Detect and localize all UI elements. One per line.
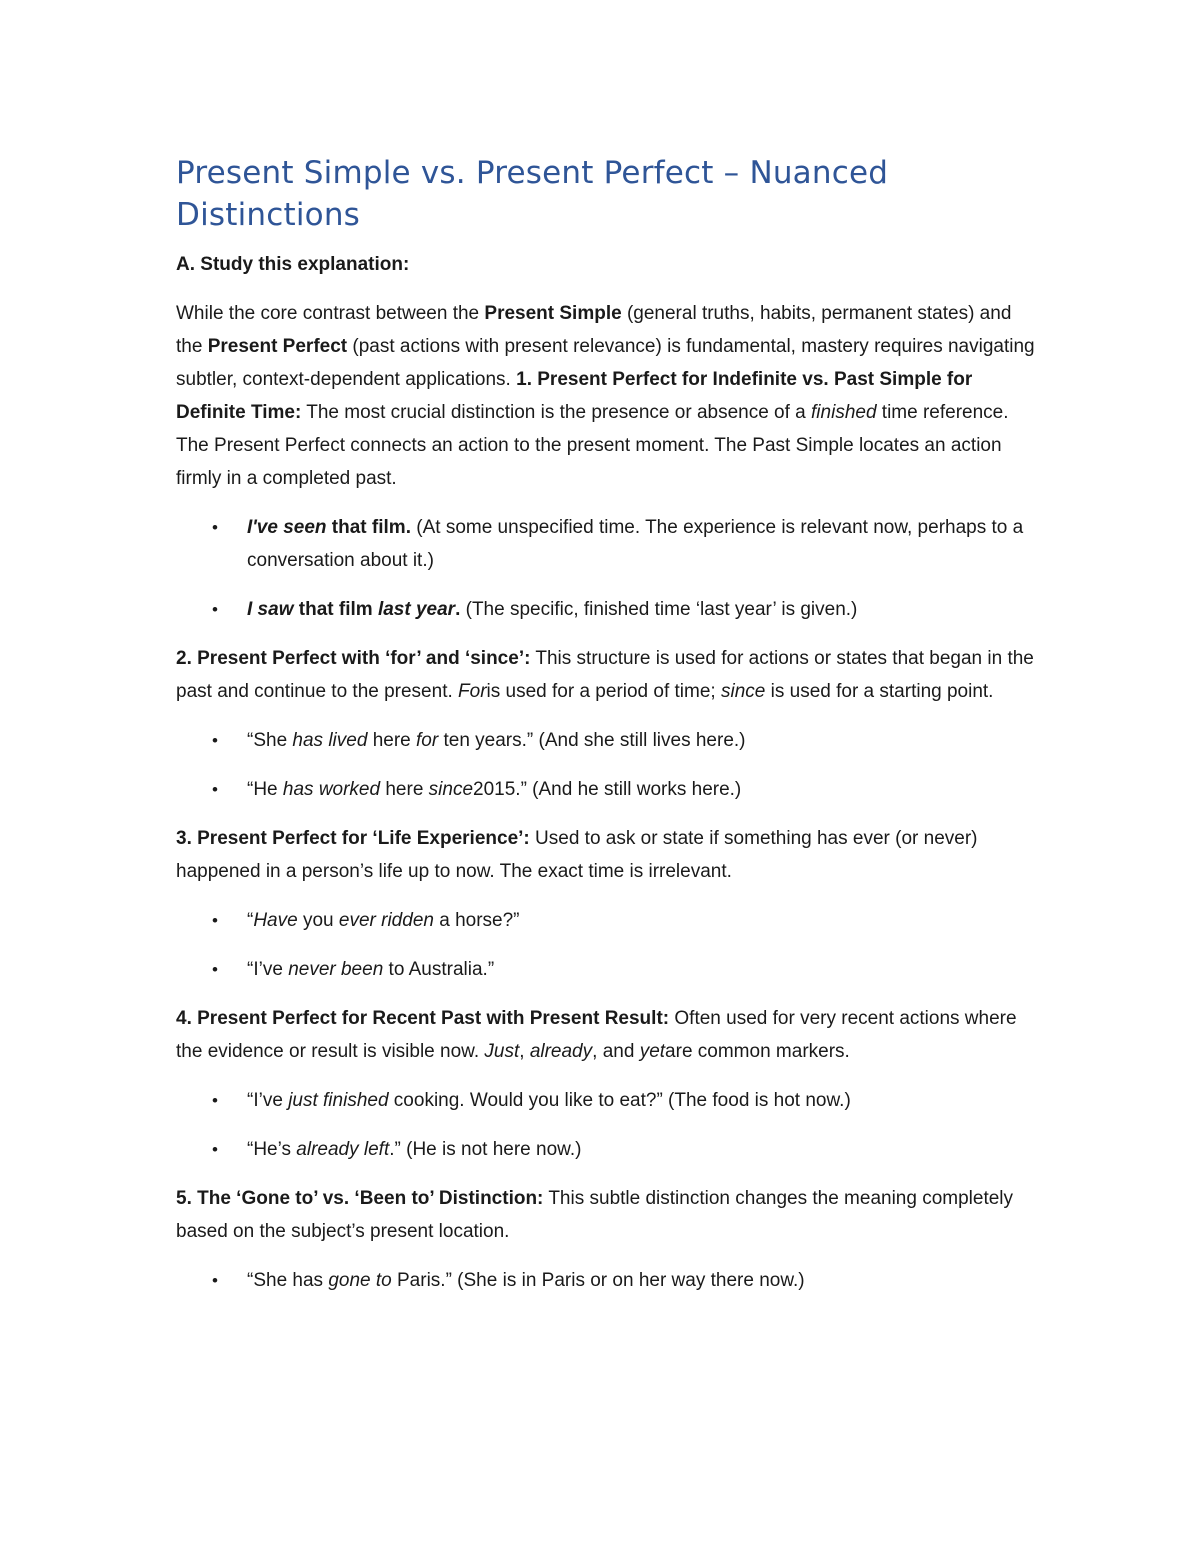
section-5-list <box>176 1264 1036 1297</box>
section-3-list <box>176 904 1036 986</box>
bullet-icon: • <box>212 518 218 537</box>
bullet-icon: • <box>212 780 218 799</box>
example-text: .” (He is not here now.) <box>389 1139 582 1160</box>
section-1-heading: 1. Present Perfect for Indefinite vs. Past Simple for Definite Time: <box>176 369 973 423</box>
example-verb: just finished <box>288 1090 389 1111</box>
bullet-icon: • <box>212 911 218 930</box>
section-1-list <box>176 511 1036 626</box>
example-text: “He’s <box>247 1139 297 1160</box>
section-text: This subtle distinction changes the meaning completely based on the subject’s present location. <box>176 1188 1014 1242</box>
example-text: “She has <box>247 1270 329 1291</box>
example-note: (The specific, finished time ‘last year’ is given.) <box>460 599 858 620</box>
example-marker: for <box>416 730 439 751</box>
italic-term: already <box>529 1041 593 1062</box>
section-2-list <box>176 724 1036 806</box>
intro-bold-present-perfect: Present Perfect <box>207 336 348 357</box>
example-text: “She <box>247 730 293 751</box>
section-4-paragraph <box>176 1002 1036 1068</box>
intro-text: While the core contrast between the <box>176 303 485 324</box>
section-text: , <box>519 1041 530 1062</box>
section-text: , and <box>592 1041 640 1062</box>
example-text: that film. <box>326 517 411 538</box>
section-4-heading: 4. Present Perfect for Recent Past with Present Result: <box>176 1008 670 1029</box>
section-text: Often used for very recent actions where the evidence or result is visible now. <box>176 1008 1017 1062</box>
example-text: here <box>367 730 417 751</box>
example-verb: Have <box>253 910 298 931</box>
section-text: is used for a starting point. <box>765 681 994 702</box>
list-item <box>176 773 1036 806</box>
bullet-icon: • <box>212 1140 218 1159</box>
italic-term: since <box>720 681 766 702</box>
section-text: are common markers. <box>665 1041 850 1062</box>
section-text: Used to ask or state if something has ever (or never) happened in a person’s life up to now. The exact time is irrelevant. <box>176 828 978 882</box>
italic-term: For <box>458 681 487 702</box>
list-item <box>176 593 1036 626</box>
italic-term: Just <box>484 1041 520 1062</box>
example-text: ten years.” (And she still lives here.) <box>438 730 746 751</box>
example-verb: I've seen <box>247 517 327 538</box>
list-item <box>176 904 1036 937</box>
section-5-paragraph <box>176 1182 1036 1248</box>
section-2-paragraph <box>176 642 1036 708</box>
section-a-heading: A. Study this explanation: <box>176 254 410 275</box>
example-text: “He <box>247 779 283 800</box>
intro-bold-present-simple: Present Simple <box>484 303 622 324</box>
list-item <box>176 1084 1036 1117</box>
intro-text: time reference. The Present Perfect connects an action to the present moment. The Past Simple locates an action firmly in a completed past. <box>176 402 1009 489</box>
example-text: Paris.” (She is in Paris or on her way there now.) <box>391 1270 805 1291</box>
example-verb: never been <box>288 959 384 980</box>
intro-text: The most crucial distinction is the presence or absence of a <box>301 402 812 423</box>
bullet-icon: • <box>212 600 218 619</box>
list-item <box>176 724 1036 757</box>
section-text: This structure is used for actions or states that began in the past and continue to the present. <box>176 648 1034 702</box>
example-text: “I’ve <box>247 959 289 980</box>
section-3-paragraph <box>176 822 1036 888</box>
example-verb: ever ridden <box>338 910 434 931</box>
bullet-icon: • <box>212 1091 218 1110</box>
example-verb: gone to <box>328 1270 392 1291</box>
intro-text: (general truths, habits, permanent states) and the <box>176 303 1012 357</box>
section-text: is used for a period of time; <box>486 681 721 702</box>
example-time-marker: last year <box>377 599 456 620</box>
document-page <box>176 152 1036 1313</box>
example-text: . <box>455 599 461 620</box>
list-item <box>176 953 1036 986</box>
example-text: to Australia.” <box>383 959 495 980</box>
example-text: here <box>380 779 429 800</box>
intro-paragraph <box>176 297 1036 495</box>
intro-italic-finished: finished <box>811 402 877 423</box>
italic-term: yet <box>639 1041 666 1062</box>
section-5-heading: 5. The ‘Gone to’ vs. ‘Been to’ Distinction: <box>176 1188 544 1209</box>
bullet-icon: • <box>212 960 218 979</box>
example-text: a horse?” <box>433 910 520 931</box>
section-4-list <box>176 1084 1036 1166</box>
example-text: 2015.” (And he still works here.) <box>473 779 742 800</box>
example-verb: has worked <box>282 779 381 800</box>
document-title: Present Simple vs. Present Perfect – Nuanced Distinctions <box>176 155 889 233</box>
example-verb: I saw <box>247 599 294 620</box>
intro-text: (past actions with present relevance) is fundamental, mastery requires navigating subtler, context-dependent applications. <box>176 336 1035 390</box>
list-item <box>176 511 1036 577</box>
example-text: “ <box>247 910 254 931</box>
example-note: (At some unspecified time. The experience is relevant now, perhaps to a conversation about it.) <box>247 517 1024 571</box>
bullet-icon: • <box>212 731 218 750</box>
list-item <box>176 1133 1036 1166</box>
list-item <box>176 1264 1036 1297</box>
example-marker: since <box>428 779 474 800</box>
example-text: cooking. Would you like to eat?” (The food is hot now.) <box>388 1090 851 1111</box>
section-2-heading: 2. Present Perfect with ‘for’ and ‘since’: <box>176 648 531 669</box>
bullet-icon: • <box>212 1271 218 1290</box>
example-verb: already left <box>296 1139 390 1160</box>
section-3-heading: 3. Present Perfect for ‘Life Experience’: <box>176 828 530 849</box>
example-text: you <box>297 910 339 931</box>
example-text: that film <box>293 599 378 620</box>
example-verb: has lived <box>292 730 368 751</box>
example-text: “I’ve <box>247 1090 289 1111</box>
